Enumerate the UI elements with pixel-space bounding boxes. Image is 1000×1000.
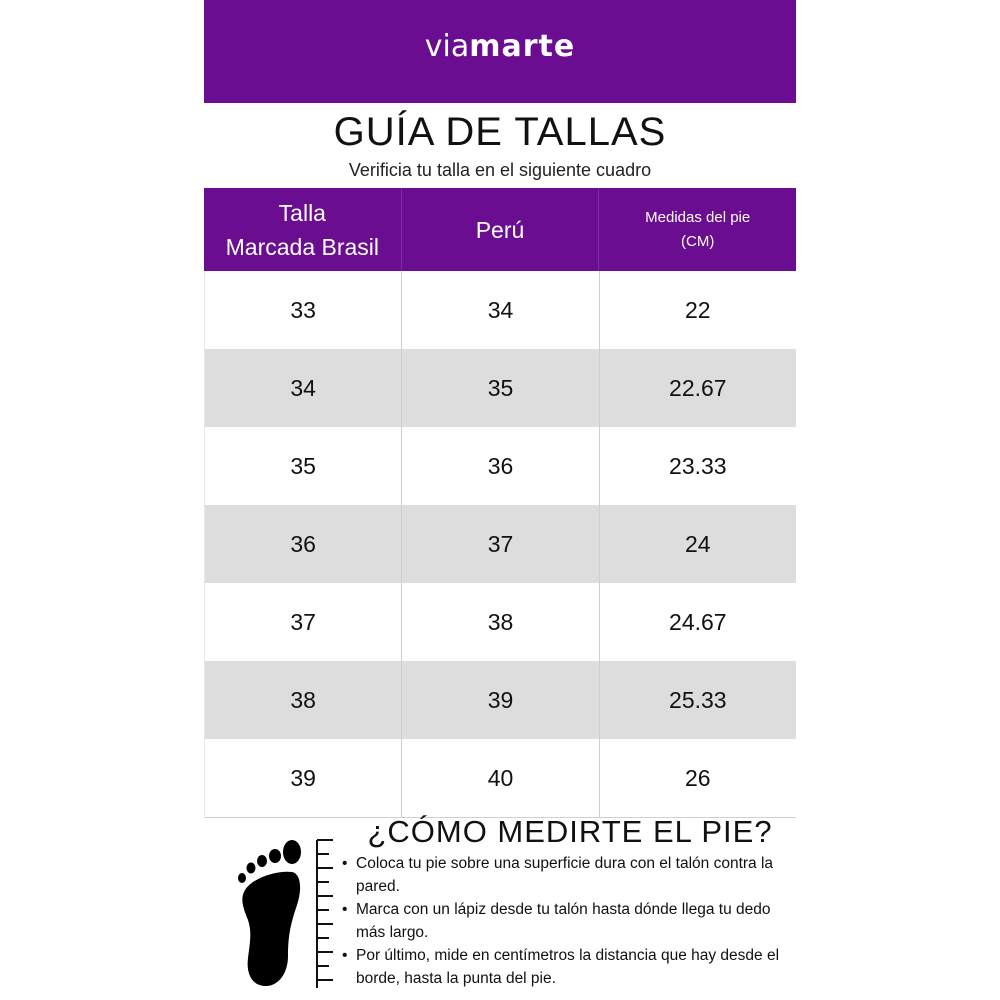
foot-icon (230, 834, 340, 994)
cell-foot-length: 24.67 (669, 608, 727, 635)
instruction-step: • Marca con un lápiz desde tu talón hasta dónde llega tu dedo más largo. (340, 898, 795, 944)
table-row (205, 349, 796, 427)
cell-brazil-size: 33 (205, 271, 402, 349)
foot-measure-illustration (230, 834, 340, 994)
header-brazil-size: Talla Marcada Brasil (204, 188, 402, 271)
header-peru-size: Perú (402, 188, 600, 271)
cell-foot-length: 24 (685, 530, 711, 557)
cell-peru-size: 37 (402, 505, 599, 583)
instruction-step: • Coloca tu pie sobre una superficie dura con el talón contra la pared. (340, 852, 795, 898)
cell-foot-length: 22 (685, 296, 711, 323)
table-row (205, 583, 796, 661)
cell-peru-size: 35 (402, 349, 599, 427)
page-title: GUÍA DE TALLAS (333, 110, 667, 154)
cell-foot-length: 26 (685, 764, 711, 791)
cell-foot-length: 25.33 (669, 686, 727, 713)
cell-brazil-size: 36 (205, 505, 402, 583)
cell-peru-size: 38 (402, 583, 599, 661)
table-row (205, 427, 796, 505)
cell-peru-size: 39 (402, 661, 599, 739)
cell-peru-size: 36 (402, 427, 599, 505)
logo-via-text: via (424, 29, 470, 64)
table-row (205, 271, 796, 349)
size-table-body (204, 271, 796, 818)
cell-peru-size: 40 (402, 739, 599, 817)
page-subtitle: Verificia tu talla en el siguiente cuadro (348, 160, 652, 180)
instruction-step: • Por último, mide en centímetros la distancia que hay desde el borde, hasta la punta del pie. (340, 944, 795, 990)
cell-foot-length: 23.33 (669, 452, 727, 479)
table-row (205, 505, 796, 583)
cell-brazil-size: 35 (205, 427, 402, 505)
ruler-icon (317, 840, 333, 988)
cell-peru-size: 34 (402, 271, 599, 349)
cell-brazil-size: 39 (205, 739, 402, 817)
how-to-measure-title: ¿CÓMO MEDIRTE EL PIE? (367, 814, 773, 849)
cell-brazil-size: 37 (205, 583, 402, 661)
cell-brazil-size: 38 (205, 661, 402, 739)
cell-brazil-size: 34 (205, 349, 402, 427)
logo-marte-text: marte (469, 29, 576, 64)
measure-instructions (340, 852, 795, 990)
size-table-header (204, 188, 796, 271)
size-table (204, 188, 796, 818)
brand-logo (425, 29, 575, 64)
cell-foot-length: 22.67 (669, 374, 727, 401)
table-row (205, 661, 796, 739)
table-row (205, 739, 796, 817)
brand-header (204, 0, 796, 103)
header-foot-length-cm: Medidas del pie (CM) (645, 208, 751, 250)
